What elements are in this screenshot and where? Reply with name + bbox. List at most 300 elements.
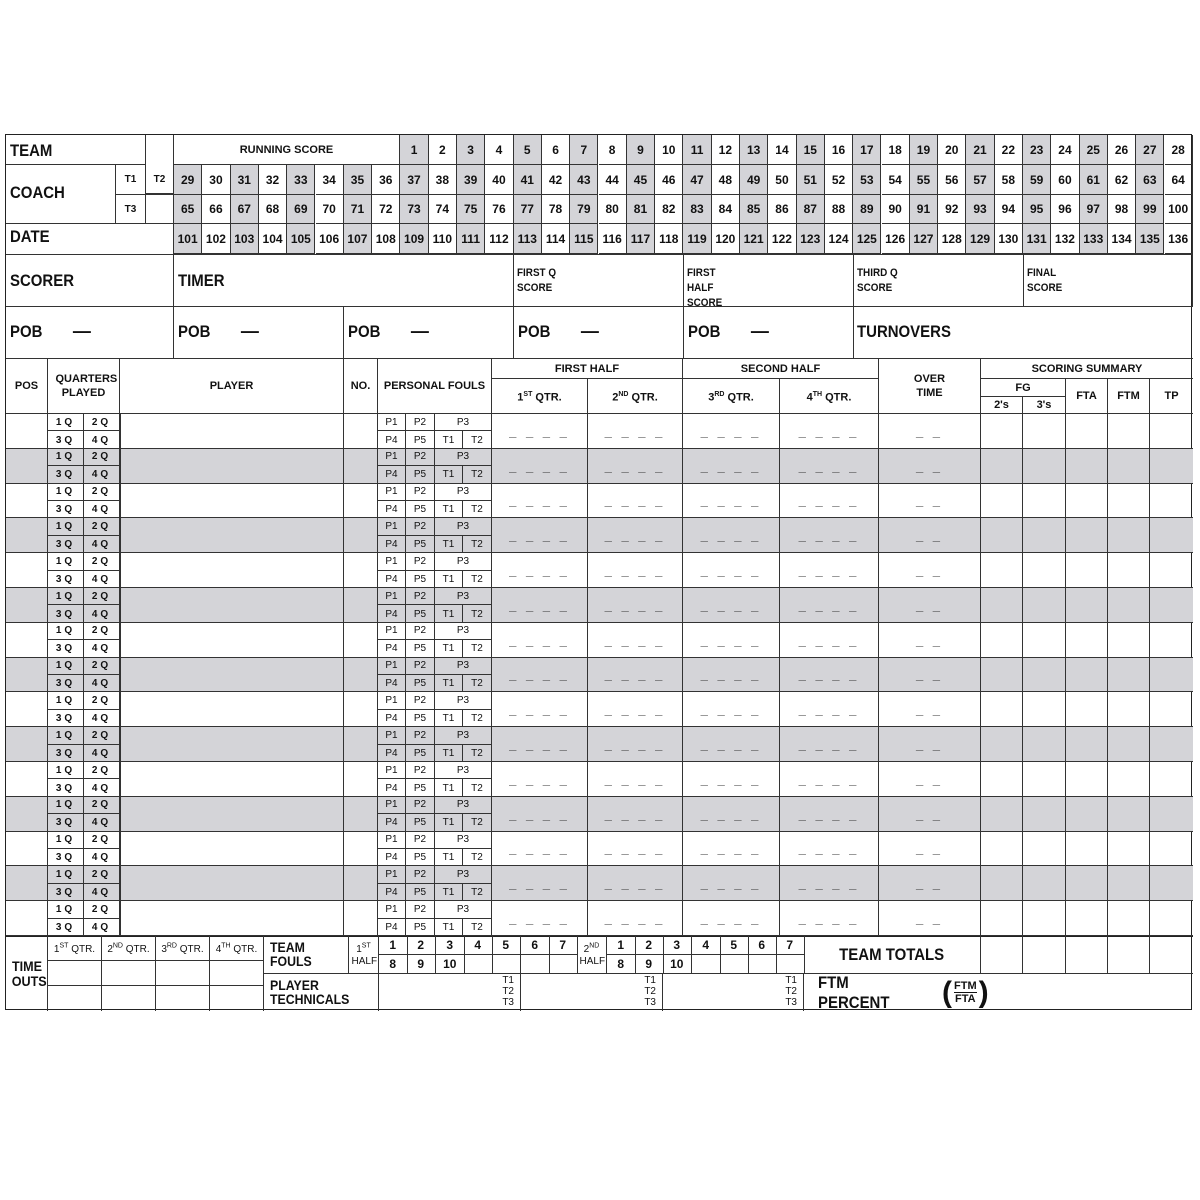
twos-field[interactable] [981, 449, 1023, 484]
threes-field[interactable] [1023, 692, 1066, 727]
player-number-field[interactable] [344, 553, 378, 588]
ftm-field[interactable] [1108, 866, 1150, 901]
player-name-field[interactable] [120, 866, 344, 901]
foul-box[interactable]: P2 [406, 449, 435, 466]
team-foul-box[interactable]: 1 [379, 936, 408, 955]
running-score-cell[interactable]: 21 [966, 135, 994, 165]
running-score-cell[interactable]: 81 [627, 195, 655, 224]
foul-box[interactable]: P1 [378, 449, 406, 466]
team-foul-box[interactable]: 7 [776, 936, 805, 955]
quarter-checkbox[interactable]: 2Q [84, 797, 120, 814]
technical-box[interactable] [663, 974, 804, 1011]
pob-field[interactable] [344, 307, 514, 359]
quarter-checkbox[interactable]: 1Q [48, 588, 84, 605]
quarter-checkbox[interactable]: 4Q [84, 919, 120, 936]
running-score-cell[interactable]: 90 [882, 195, 910, 224]
running-score-cell[interactable]: 132 [1051, 224, 1079, 254]
foul-box[interactable]: P1 [378, 658, 406, 675]
threes-field[interactable] [1023, 832, 1066, 867]
pob-field[interactable] [514, 307, 684, 359]
twos-field[interactable] [981, 484, 1023, 519]
running-score-cell[interactable]: 83 [683, 195, 711, 224]
running-score-cell[interactable]: 111 [457, 224, 485, 254]
quarter-score-field[interactable] [588, 832, 683, 867]
quarter-score-field[interactable] [492, 553, 588, 588]
foul-box[interactable]: P2 [406, 484, 435, 501]
ftm-field[interactable] [1108, 623, 1150, 658]
ftm-field[interactable] [1108, 901, 1150, 936]
running-score-cell[interactable]: 33 [287, 165, 315, 195]
running-score-cell[interactable]: 70 [316, 195, 344, 224]
foul-box[interactable]: P3 [435, 797, 492, 814]
running-score-cell[interactable]: 109 [400, 224, 428, 254]
quarter-score-field[interactable] [683, 588, 780, 623]
quarter-checkbox[interactable]: 1Q [48, 658, 84, 675]
running-score-cell[interactable]: 74 [429, 195, 457, 224]
running-score-cell[interactable]: 94 [995, 195, 1023, 224]
foul-box[interactable]: T1 [435, 849, 463, 866]
player-name-field[interactable] [120, 762, 344, 797]
foul-box[interactable]: T2 [463, 849, 492, 866]
foul-box[interactable]: P4 [378, 745, 406, 762]
ftm-percent-field[interactable] [804, 974, 1193, 1011]
quarter-checkbox[interactable]: 1Q [48, 901, 84, 918]
foul-box[interactable]: T2 [463, 605, 492, 622]
running-score-cell[interactable]: 14 [768, 135, 796, 165]
running-score-cell[interactable]: 20 [938, 135, 966, 165]
running-score-cell[interactable]: 34 [316, 165, 344, 195]
quarter-checkbox[interactable]: 2Q [84, 623, 120, 640]
fta-field[interactable] [1066, 727, 1108, 762]
team-foul-box[interactable] [776, 955, 805, 974]
foul-box[interactable]: P5 [406, 779, 435, 796]
foul-box[interactable]: P5 [406, 640, 435, 657]
foul-box[interactable]: P4 [378, 431, 406, 448]
running-score-cell[interactable]: 104 [259, 224, 287, 254]
foul-box[interactable]: P4 [378, 536, 406, 553]
foul-box[interactable]: P2 [406, 414, 435, 431]
quarter-checkbox[interactable]: 2Q [84, 484, 120, 501]
foul-box[interactable]: P3 [435, 832, 492, 849]
twos-field[interactable] [981, 623, 1023, 658]
team-total-ftm[interactable] [1108, 936, 1150, 974]
running-score-cell[interactable]: 2 [429, 135, 457, 165]
running-score-cell[interactable]: 43 [570, 165, 598, 195]
threes-field[interactable] [1023, 449, 1066, 484]
timeout-box[interactable] [102, 986, 156, 1011]
quarter-score-field[interactable] [492, 727, 588, 762]
running-score-cell[interactable]: 66 [202, 195, 230, 224]
overtime-score-field[interactable] [879, 727, 981, 762]
running-score-cell[interactable]: 101 [174, 224, 202, 254]
foul-box[interactable]: P3 [435, 901, 492, 918]
overtime-score-field[interactable] [879, 658, 981, 693]
running-score-cell[interactable]: 28 [1165, 135, 1193, 165]
overtime-score-field[interactable] [879, 553, 981, 588]
team-total-twos[interactable] [981, 936, 1023, 974]
team-foul-box[interactable]: 5 [492, 936, 521, 955]
team-foul-box[interactable]: 1 [607, 936, 636, 955]
running-score-cell[interactable]: 3 [457, 135, 485, 165]
quarter-checkbox[interactable]: 3Q [48, 431, 84, 448]
player-name-field[interactable] [120, 449, 344, 484]
player-name-field[interactable] [120, 623, 344, 658]
foul-box[interactable]: T2 [463, 675, 492, 692]
quarter-checkbox[interactable]: 4Q [84, 431, 120, 448]
twos-field[interactable] [981, 588, 1023, 623]
pos-field[interactable] [6, 866, 48, 901]
ftm-field[interactable] [1108, 588, 1150, 623]
foul-box[interactable]: P4 [378, 919, 406, 936]
threes-field[interactable] [1023, 518, 1066, 553]
team-foul-box[interactable]: 10 [663, 955, 692, 974]
pob-field[interactable] [684, 307, 854, 359]
quarter-score-field[interactable] [780, 414, 879, 449]
team-foul-box[interactable]: 4 [464, 936, 493, 955]
quarter-checkbox[interactable]: 3Q [48, 640, 84, 657]
twos-field[interactable] [981, 518, 1023, 553]
quarter-score-field[interactable] [780, 449, 879, 484]
running-score-cell[interactable]: 112 [485, 224, 513, 254]
quarter-score-field[interactable] [780, 797, 879, 832]
foul-box[interactable]: P2 [406, 553, 435, 570]
running-score-cell[interactable]: 93 [966, 195, 994, 224]
foul-box[interactable]: P4 [378, 884, 406, 901]
quarter-checkbox[interactable]: 3Q [48, 675, 84, 692]
threes-field[interactable] [1023, 727, 1066, 762]
quarter-score-field[interactable] [683, 727, 780, 762]
foul-box[interactable]: P3 [435, 449, 492, 466]
overtime-score-field[interactable] [879, 518, 981, 553]
foul-box[interactable]: P2 [406, 518, 435, 535]
running-score-cell[interactable]: 126 [882, 224, 910, 254]
fta-field[interactable] [1066, 762, 1108, 797]
running-score-cell[interactable]: 50 [768, 165, 796, 195]
running-score-cell[interactable]: 5 [514, 135, 542, 165]
running-score-cell[interactable]: 119 [683, 224, 711, 254]
foul-box[interactable]: P5 [406, 571, 435, 588]
quarter-score-field[interactable] [588, 553, 683, 588]
quarter-score-field[interactable] [683, 692, 780, 727]
quarter-checkbox[interactable]: 4Q [84, 884, 120, 901]
foul-box[interactable]: P2 [406, 623, 435, 640]
quarter-score-field[interactable] [588, 727, 683, 762]
foul-box[interactable]: P3 [435, 518, 492, 535]
quarter-checkbox[interactable]: 2Q [84, 588, 120, 605]
foul-box[interactable]: P4 [378, 466, 406, 483]
tp-field[interactable] [1150, 901, 1193, 936]
pos-field[interactable] [6, 588, 48, 623]
player-name-field[interactable] [120, 588, 344, 623]
player-name-field[interactable] [120, 727, 344, 762]
foul-box[interactable]: P4 [378, 605, 406, 622]
quarter-score-field[interactable] [492, 901, 588, 936]
running-score-cell[interactable]: 136 [1165, 224, 1193, 254]
ftm-field[interactable] [1108, 832, 1150, 867]
coach-field[interactable] [6, 165, 116, 224]
pos-field[interactable] [6, 484, 48, 519]
twos-field[interactable] [981, 866, 1023, 901]
running-score-cell[interactable]: 48 [712, 165, 740, 195]
foul-box[interactable]: T2 [463, 501, 492, 518]
running-score-cell[interactable]: 103 [231, 224, 259, 254]
foul-box[interactable]: T1 [435, 779, 463, 796]
foul-box[interactable]: P3 [435, 692, 492, 709]
running-score-cell[interactable]: 30 [202, 165, 230, 195]
player-number-field[interactable] [344, 658, 378, 693]
running-score-cell[interactable]: 18 [882, 135, 910, 165]
quarter-checkbox[interactable]: 1Q [48, 553, 84, 570]
ftm-field[interactable] [1108, 553, 1150, 588]
running-score-cell[interactable]: 68 [259, 195, 287, 224]
twos-field[interactable] [981, 553, 1023, 588]
team-foul-box[interactable]: 3 [436, 936, 465, 955]
running-score-cell[interactable]: 9 [627, 135, 655, 165]
foul-box[interactable]: T1 [435, 884, 463, 901]
twos-field[interactable] [981, 901, 1023, 936]
twos-field[interactable] [981, 727, 1023, 762]
running-score-cell[interactable]: 113 [514, 224, 542, 254]
foul-box[interactable]: P2 [406, 588, 435, 605]
threes-field[interactable] [1023, 623, 1066, 658]
fta-field[interactable] [1066, 866, 1108, 901]
running-score-cell[interactable]: 117 [627, 224, 655, 254]
first-q-score-field[interactable] [514, 254, 684, 307]
player-number-field[interactable] [344, 414, 378, 449]
running-score-cell[interactable]: 23 [1023, 135, 1051, 165]
running-score-cell[interactable]: 38 [429, 165, 457, 195]
running-score-cell[interactable]: 129 [966, 224, 994, 254]
quarter-score-field[interactable] [683, 832, 780, 867]
running-score-cell[interactable]: 16 [825, 135, 853, 165]
foul-box[interactable]: P1 [378, 762, 406, 779]
running-score-cell[interactable]: 35 [344, 165, 372, 195]
running-score-cell[interactable]: 98 [1108, 195, 1136, 224]
quarter-checkbox[interactable]: 2Q [84, 727, 120, 744]
foul-box[interactable]: P5 [406, 884, 435, 901]
foul-box[interactable]: T2 [463, 466, 492, 483]
running-score-cell[interactable]: 131 [1023, 224, 1051, 254]
quarter-checkbox[interactable]: 4Q [84, 745, 120, 762]
quarter-score-field[interactable] [588, 623, 683, 658]
quarter-score-field[interactable] [492, 797, 588, 832]
quarter-score-field[interactable] [780, 623, 879, 658]
running-score-cell[interactable]: 29 [174, 165, 202, 195]
running-score-cell[interactable]: 47 [683, 165, 711, 195]
ftm-field[interactable] [1108, 727, 1150, 762]
foul-box[interactable]: T1 [435, 501, 463, 518]
timeout-t2[interactable] [146, 165, 174, 195]
quarter-checkbox[interactable]: 3Q [48, 745, 84, 762]
foul-box[interactable]: T1 [435, 675, 463, 692]
running-score-cell[interactable]: 107 [344, 224, 372, 254]
team-foul-box[interactable]: 8 [607, 955, 636, 974]
running-score-cell[interactable]: 4 [485, 135, 513, 165]
foul-box[interactable]: P4 [378, 779, 406, 796]
running-score-cell[interactable]: 71 [344, 195, 372, 224]
foul-box[interactable]: P2 [406, 727, 435, 744]
running-score-cell[interactable]: 36 [372, 165, 400, 195]
running-score-cell[interactable]: 42 [542, 165, 570, 195]
fta-field[interactable] [1066, 797, 1108, 832]
threes-field[interactable] [1023, 553, 1066, 588]
quarter-checkbox[interactable]: 1Q [48, 692, 84, 709]
running-score-cell[interactable]: 7 [570, 135, 598, 165]
threes-field[interactable] [1023, 762, 1066, 797]
running-score-cell[interactable]: 133 [1080, 224, 1108, 254]
quarter-checkbox[interactable]: 4Q [84, 571, 120, 588]
running-score-cell[interactable]: 8 [599, 135, 627, 165]
quarter-checkbox[interactable]: 2Q [84, 518, 120, 535]
foul-box[interactable]: P3 [435, 866, 492, 883]
quarter-checkbox[interactable]: 2Q [84, 692, 120, 709]
quarter-checkbox[interactable]: 4Q [84, 849, 120, 866]
player-number-field[interactable] [344, 762, 378, 797]
foul-box[interactable]: P2 [406, 866, 435, 883]
foul-box[interactable]: P2 [406, 658, 435, 675]
foul-box[interactable]: P4 [378, 501, 406, 518]
quarter-score-field[interactable] [683, 658, 780, 693]
running-score-cell[interactable]: 79 [570, 195, 598, 224]
running-score-cell[interactable]: 24 [1051, 135, 1079, 165]
threes-field[interactable] [1023, 588, 1066, 623]
running-score-cell[interactable]: 120 [712, 224, 740, 254]
running-score-cell[interactable]: 76 [485, 195, 513, 224]
running-score-cell[interactable]: 39 [457, 165, 485, 195]
timeout-box[interactable] [102, 961, 156, 986]
timer-field[interactable] [174, 254, 514, 307]
running-score-cell[interactable]: 22 [995, 135, 1023, 165]
running-score-cell[interactable]: 44 [599, 165, 627, 195]
running-score-cell[interactable]: 89 [853, 195, 881, 224]
team-foul-box[interactable]: 9 [635, 955, 664, 974]
quarter-score-field[interactable] [588, 449, 683, 484]
overtime-score-field[interactable] [879, 414, 981, 449]
team-foul-box[interactable]: 8 [379, 955, 408, 974]
running-score-cell[interactable]: 69 [287, 195, 315, 224]
running-score-cell[interactable]: 37 [400, 165, 428, 195]
foul-box[interactable]: P3 [435, 553, 492, 570]
running-score-cell[interactable]: 135 [1136, 224, 1164, 254]
foul-box[interactable]: P5 [406, 745, 435, 762]
quarter-score-field[interactable] [492, 866, 588, 901]
running-score-cell[interactable]: 77 [514, 195, 542, 224]
quarter-checkbox[interactable]: 1Q [48, 866, 84, 883]
foul-box[interactable]: P5 [406, 431, 435, 448]
running-score-cell[interactable]: 32 [259, 165, 287, 195]
timeout-box[interactable] [156, 986, 210, 1011]
fta-field[interactable] [1066, 901, 1108, 936]
team-foul-box[interactable] [549, 955, 578, 974]
running-score-cell[interactable]: 99 [1136, 195, 1164, 224]
running-score-cell[interactable]: 116 [599, 224, 627, 254]
quarter-score-field[interactable] [492, 762, 588, 797]
running-score-cell[interactable]: 72 [372, 195, 400, 224]
foul-box[interactable]: P1 [378, 797, 406, 814]
overtime-score-field[interactable] [879, 484, 981, 519]
foul-box[interactable]: P5 [406, 466, 435, 483]
threes-field[interactable] [1023, 414, 1066, 449]
team-total-threes[interactable] [1023, 936, 1066, 974]
technical-box[interactable] [379, 974, 521, 1011]
player-name-field[interactable] [120, 518, 344, 553]
quarter-score-field[interactable] [683, 623, 780, 658]
running-score-cell[interactable]: 52 [825, 165, 853, 195]
quarter-checkbox[interactable]: 4Q [84, 466, 120, 483]
foul-box[interactable]: P4 [378, 849, 406, 866]
twos-field[interactable] [981, 832, 1023, 867]
running-score-cell[interactable]: 6 [542, 135, 570, 165]
pos-field[interactable] [6, 449, 48, 484]
ftm-field[interactable] [1108, 484, 1150, 519]
running-score-cell[interactable]: 56 [938, 165, 966, 195]
running-score-cell[interactable]: 61 [1080, 165, 1108, 195]
fta-field[interactable] [1066, 449, 1108, 484]
pos-field[interactable] [6, 727, 48, 762]
player-number-field[interactable] [344, 623, 378, 658]
running-score-cell[interactable]: 64 [1165, 165, 1193, 195]
quarter-checkbox[interactable]: 1Q [48, 449, 84, 466]
technical-box[interactable] [521, 974, 663, 1011]
quarter-score-field[interactable] [588, 658, 683, 693]
overtime-score-field[interactable] [879, 866, 981, 901]
quarter-score-field[interactable] [780, 588, 879, 623]
threes-field[interactable] [1023, 797, 1066, 832]
overtime-score-field[interactable] [879, 449, 981, 484]
turnovers-field[interactable] [854, 307, 1193, 359]
tp-field[interactable] [1150, 692, 1193, 727]
running-score-cell[interactable]: 115 [570, 224, 598, 254]
player-name-field[interactable] [120, 658, 344, 693]
quarter-score-field[interactable] [683, 797, 780, 832]
fta-field[interactable] [1066, 484, 1108, 519]
running-score-cell[interactable]: 25 [1080, 135, 1108, 165]
overtime-score-field[interactable] [879, 692, 981, 727]
foul-box[interactable]: T2 [463, 710, 492, 727]
pob-field[interactable] [174, 307, 344, 359]
ftm-field[interactable] [1108, 414, 1150, 449]
pos-field[interactable] [6, 623, 48, 658]
foul-box[interactable]: T1 [435, 431, 463, 448]
running-score-cell[interactable]: 62 [1108, 165, 1136, 195]
quarter-checkbox[interactable]: 4Q [84, 779, 120, 796]
player-name-field[interactable] [120, 692, 344, 727]
pos-field[interactable] [6, 518, 48, 553]
foul-box[interactable]: T2 [463, 919, 492, 936]
quarter-checkbox[interactable]: 3Q [48, 849, 84, 866]
running-score-cell[interactable]: 63 [1136, 165, 1164, 195]
team-foul-box[interactable] [492, 955, 521, 974]
overtime-score-field[interactable] [879, 623, 981, 658]
quarter-checkbox[interactable]: 3Q [48, 919, 84, 936]
tp-field[interactable] [1150, 797, 1193, 832]
running-score-cell[interactable]: 86 [768, 195, 796, 224]
running-score-cell[interactable]: 78 [542, 195, 570, 224]
player-number-field[interactable] [344, 518, 378, 553]
foul-box[interactable]: P2 [406, 901, 435, 918]
overtime-score-field[interactable] [879, 762, 981, 797]
running-score-cell[interactable]: 127 [910, 224, 938, 254]
quarter-score-field[interactable] [780, 658, 879, 693]
quarter-score-field[interactable] [492, 658, 588, 693]
running-score-cell[interactable]: 102 [202, 224, 230, 254]
foul-box[interactable]: T2 [463, 884, 492, 901]
pos-field[interactable] [6, 553, 48, 588]
running-score-cell[interactable]: 118 [655, 224, 683, 254]
quarter-score-field[interactable] [492, 692, 588, 727]
tp-field[interactable] [1150, 623, 1193, 658]
quarter-checkbox[interactable]: 1Q [48, 518, 84, 535]
